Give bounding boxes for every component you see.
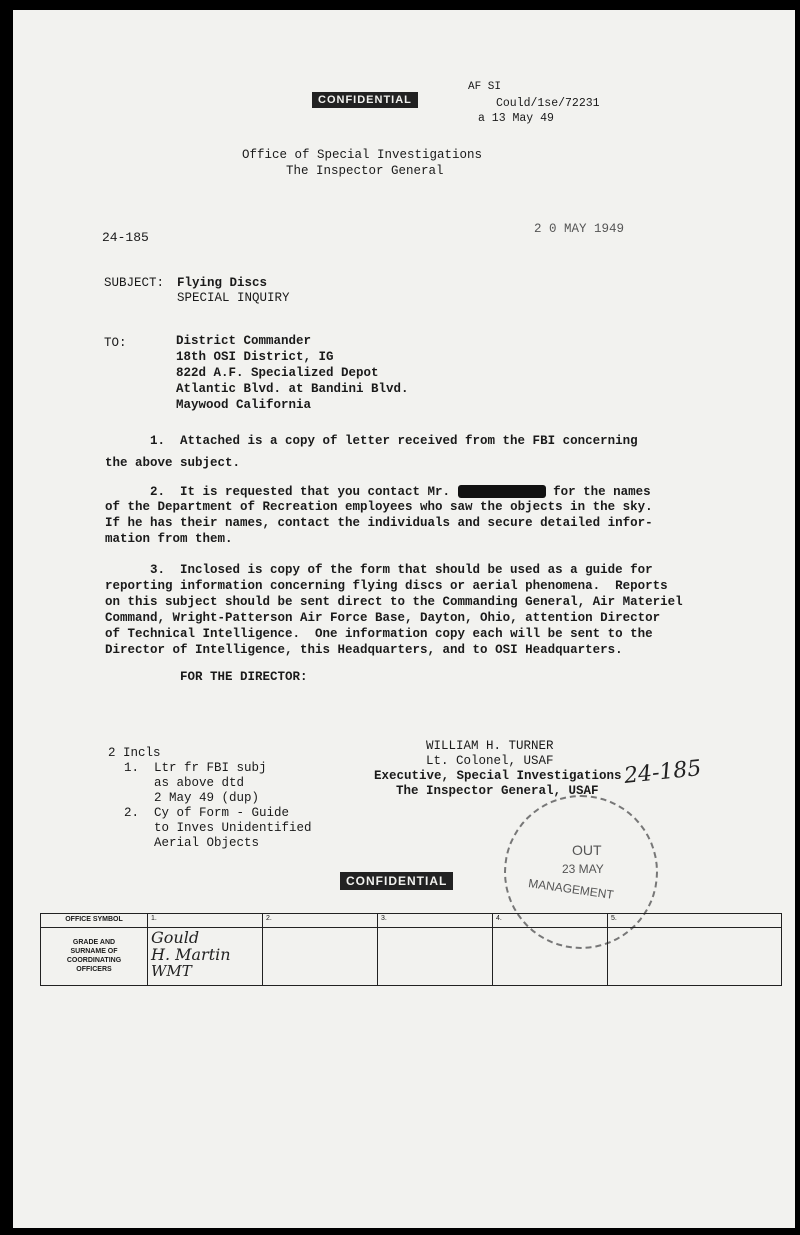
paragraph-3-line: reporting information concerning flying discs or aerial phenomena. Reports bbox=[105, 579, 668, 593]
handwritten-file-number: 24-185 bbox=[622, 756, 703, 789]
paragraph-2-line-1 bbox=[150, 485, 651, 500]
subject-line-1: Flying Discs bbox=[177, 276, 268, 290]
subject-label: SUBJECT: bbox=[104, 276, 165, 290]
ref-line-1: AF SI bbox=[468, 81, 502, 93]
inclosure-line: as above dtd bbox=[124, 776, 245, 790]
signer-title-1: Executive, Special Investigations bbox=[374, 769, 622, 783]
confidential-stamp-bottom: CONFIDENTIAL bbox=[340, 872, 453, 890]
coord-cell: 4. bbox=[493, 914, 608, 928]
to-line: 18th OSI District, IG bbox=[176, 350, 334, 364]
inclosure-line: Aerial Objects bbox=[124, 836, 260, 850]
office-line-2: The Inspector General bbox=[286, 164, 444, 178]
grade-label-line: COORDINATING bbox=[66, 957, 122, 964]
office-line-1: Office of Special Investigations bbox=[242, 148, 483, 162]
coord-cell: 2. bbox=[263, 914, 378, 928]
inclosures-heading: 2 Incls bbox=[108, 746, 161, 760]
handwritten-initial: WMT bbox=[151, 962, 192, 980]
handwritten-initial: H. Martin bbox=[151, 945, 231, 964]
inclosure-line: 2. Cy of Form - Guide bbox=[124, 806, 290, 820]
office-symbol-label: OFFICE SYMBOL bbox=[41, 914, 148, 928]
subject-line-2: SPECIAL INQUIRY bbox=[177, 291, 290, 305]
signature-cell bbox=[378, 928, 493, 986]
paragraph-2-line: mation from them. bbox=[105, 532, 233, 546]
coord-cell: 5. bbox=[608, 914, 782, 928]
seal-line-1: OUT bbox=[572, 842, 602, 858]
paragraph-1-line: 1. Attached is a copy of letter received from the FBI concerning bbox=[150, 434, 638, 448]
closing-line: FOR THE DIRECTOR: bbox=[180, 670, 308, 684]
to-label: TO: bbox=[104, 336, 127, 350]
to-line: District Commander bbox=[176, 334, 312, 348]
to-line: Atlantic Blvd. at Bandini Blvd. bbox=[176, 382, 409, 396]
to-line: Maywood California bbox=[176, 398, 312, 412]
grade-label-line: GRADE AND bbox=[72, 939, 116, 946]
signer-rank: Lt. Colonel, USAF bbox=[426, 754, 554, 768]
signature-cell bbox=[148, 928, 263, 986]
paragraph-3-line: Command, Wright-Patterson Air Force Base, Dayton, Ohio, attention Director bbox=[105, 611, 661, 625]
inclosure-line: 2 May 49 (dup) bbox=[124, 791, 260, 805]
signature-cell bbox=[263, 928, 378, 986]
paragraph-2-line: of the Department of Recreation employees who saw the objects in the sky. bbox=[105, 500, 653, 514]
ref-line-3: a 13 May 49 bbox=[478, 112, 554, 125]
date-stamp: 2 0 MAY 1949 bbox=[534, 222, 625, 236]
paragraph-3-line: on this subject should be sent direct to the Commanding General, Air Materiel bbox=[105, 595, 683, 609]
seal-line-2: 23 MAY bbox=[562, 862, 604, 876]
seal-line-3: MANAGEMENT bbox=[527, 876, 615, 902]
to-line: 822d A.F. Specialized Depot bbox=[176, 366, 379, 380]
paragraph-3-line: Director of Intelligence, this Headquarters, and to OSI Headquarters. bbox=[105, 643, 623, 657]
signature-cell bbox=[493, 928, 608, 986]
signer-name: WILLIAM H. TURNER bbox=[426, 739, 554, 753]
confidential-stamp-top: CONFIDENTIAL bbox=[312, 92, 418, 108]
redaction-block bbox=[458, 485, 546, 498]
paragraph-3-line: 3. Inclosed is copy of the form that should be used as a guide for bbox=[150, 563, 653, 577]
signature-cell bbox=[608, 928, 782, 986]
coord-cell: 1. bbox=[148, 914, 263, 928]
paragraph-2-end: for the names bbox=[553, 485, 651, 499]
coordination-table bbox=[40, 913, 782, 986]
paragraph-3-line: of Technical Intelligence. One information copy each will be sent to the bbox=[105, 627, 653, 641]
inclosure-line: 1. Ltr fr FBI subj bbox=[124, 761, 267, 775]
ref-line-2: Could/1se/72231 bbox=[496, 97, 600, 110]
inclosure-line: to Inves Unidentified bbox=[124, 821, 312, 835]
grade-label-line: SURNAME OF bbox=[70, 948, 118, 955]
grade-surname-label bbox=[41, 928, 148, 986]
signer-title-2: The Inspector General, USAF bbox=[396, 784, 599, 798]
coord-cell: 3. bbox=[378, 914, 493, 928]
paragraph-2-start: 2. It is requested that you contact Mr. bbox=[150, 485, 451, 499]
file-number: 24-185 bbox=[102, 230, 149, 245]
paragraph-1-line: the above subject. bbox=[105, 456, 241, 470]
grade-label-line: OFFICERS bbox=[76, 966, 112, 973]
handwritten-initial: Gould bbox=[151, 928, 200, 947]
paragraph-2-line: If he has their names, contact the individuals and secure detailed infor- bbox=[105, 516, 653, 530]
